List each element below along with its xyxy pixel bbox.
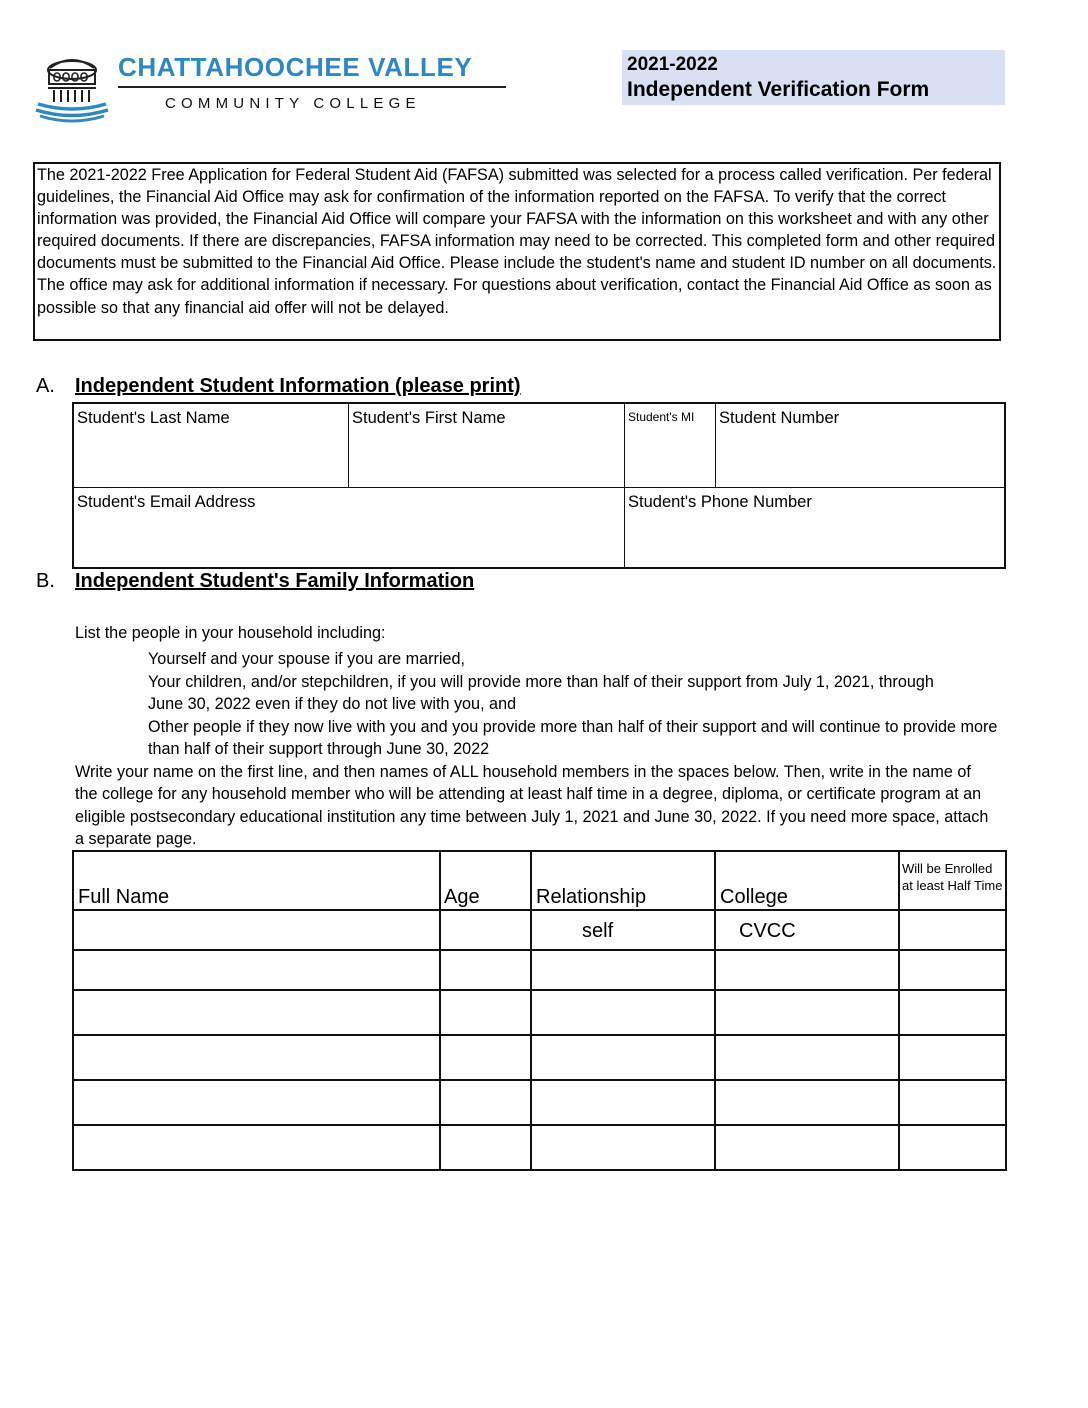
mi-label: Student's MI: [628, 410, 695, 424]
phone-field[interactable]: [625, 488, 1004, 567]
column-divider: [530, 852, 532, 1169]
row-divider: [74, 1124, 1005, 1126]
first-name-field[interactable]: [349, 404, 625, 488]
college-name: CHATTAHOOCHEE VALLEY: [118, 52, 473, 82]
form-title: Independent Verification Form: [627, 78, 930, 101]
household-item-1: Yourself and your spouse if you are married,: [148, 650, 466, 668]
household-instructions: Write your name on the first line, and then names of ALL household members in the spaces below. Then, write in the name of the college for any household member who will be attending at least half time in a degree, diploma, or certificate program at an eligible postsecondary educational institution any time between July 1, 2021 and June 30, 2022. If you need more space, attach a separate page.: [75, 763, 989, 848]
email-label: Student's Email Address: [77, 493, 256, 511]
student-number-label: Student Number: [719, 409, 840, 427]
section-a-title: Independent Student Information (please print): [75, 375, 521, 397]
row-1-college[interactable]: CVCC: [739, 920, 796, 942]
intro-box: [33, 162, 1001, 341]
college-subtitle: COMMUNITY COLLEGE: [165, 95, 421, 112]
row-divider: [74, 1079, 1005, 1081]
phone-label: Student's Phone Number: [628, 493, 812, 511]
household-item-2: Your children, and/or stepchildren, if you will provide more than half of their support from July 1, 2021, through June 30, 2022 even if they do not live with you, and: [148, 673, 934, 714]
column-divider: [714, 852, 716, 1169]
college-building-icon: [34, 50, 110, 124]
form-year: 2021-2022: [627, 54, 718, 75]
intro-text: The 2021-2022 Free Application for Federal Student Aid (FAFSA) submitted was selected for a process called verification. Per federal guidelines, the Financial Aid Office may ask for confirmation of the information reported on the FAFSA. To verify that the correct information was provided, the Financial Aid Office will compare your FAFSA with the information on this worksheet and with any other required documents. If there are discrepancies, FAFSA information may need to be corrected. This completed form and other required documents must be submitted to the Financial Aid Office. Please include the student's name and student ID number on all documents. The office may ask for additional information if necessary. For questions about verification, contact the Financial Aid Office as soon as possible so that any financial aid offer will not be delayed.: [37, 166, 997, 317]
section-b-letter: B.: [36, 570, 55, 592]
row-divider: [74, 1034, 1005, 1036]
logo-divider: [118, 86, 506, 88]
household-item-3: Other people if they now live with you and you provide more than half of their support and will continue to provide more than half of their support through June 30, 2022: [148, 718, 998, 759]
column-divider: [898, 852, 900, 1169]
row-divider: [74, 949, 1005, 951]
row-divider: [74, 989, 1005, 991]
column-divider: [439, 852, 441, 1169]
row-1-relationship[interactable]: self: [582, 920, 614, 942]
first-name-label: Student's First Name: [352, 409, 506, 427]
last-name-field[interactable]: [74, 404, 349, 488]
student-number-field[interactable]: [716, 404, 1004, 488]
section-a-letter: A.: [36, 375, 55, 397]
header-enrolled: Will be Enrolled at least Half Time: [902, 861, 1003, 893]
header-full-name: Full Name: [78, 886, 170, 908]
last-name-label: Student's Last Name: [77, 409, 230, 427]
header-age: Age: [444, 886, 480, 908]
section-b-title: Independent Student's Family Information: [75, 570, 475, 592]
mi-field[interactable]: [625, 404, 716, 488]
student-info-table: [72, 402, 1006, 569]
header-college: College: [720, 886, 788, 908]
household-intro: List the people in your household including:: [75, 624, 386, 642]
row-divider: [74, 909, 1005, 911]
household-table: [72, 850, 1007, 1171]
header-relationship: Relationship: [536, 886, 647, 908]
email-field[interactable]: [74, 488, 625, 567]
